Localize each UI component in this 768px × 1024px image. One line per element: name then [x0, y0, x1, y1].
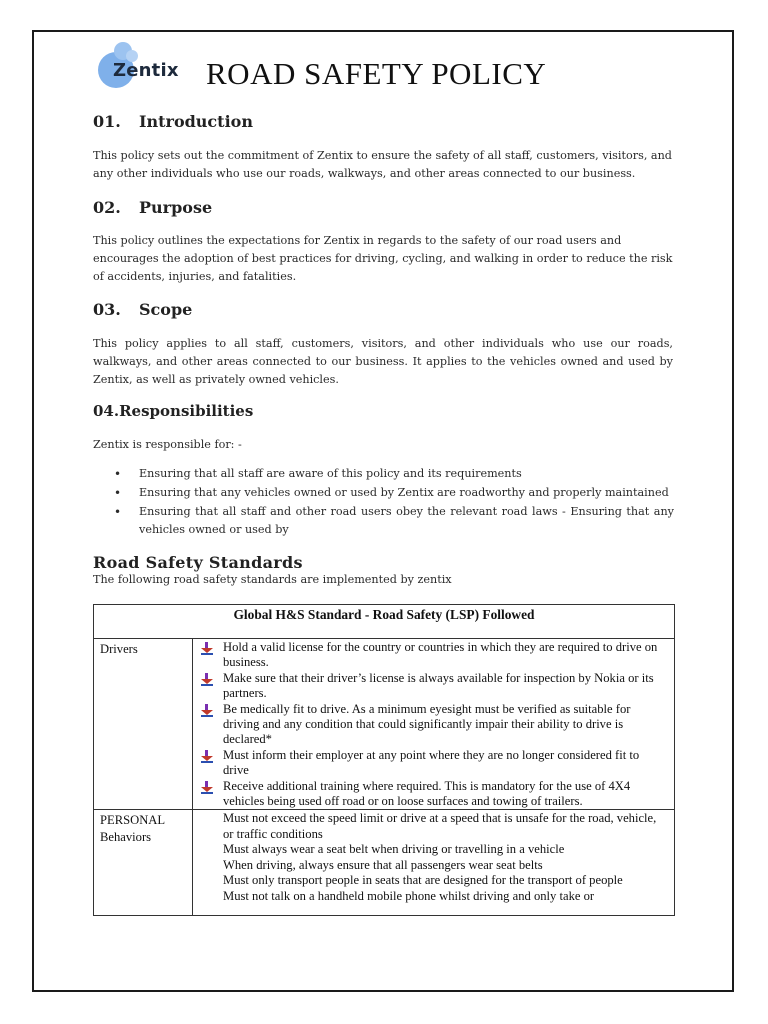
table-header-row — [94, 605, 675, 639]
logo-wordmark: Zentix — [113, 60, 179, 81]
document-title: ROAD SAFETY POLICY — [206, 56, 547, 91]
section-title: Introduction — [139, 112, 253, 131]
zentix-logo — [98, 42, 178, 92]
standard-item: Must not exceed the speed limit or drive at a speed that is unsafe for the road, vehicle, or traffic conditions — [223, 811, 668, 842]
standard-item: Must only transport people in seats that are designed for the transport of people — [223, 873, 668, 888]
section-title: Scope — [139, 300, 193, 319]
responsibilities-list — [112, 465, 674, 540]
standard-item: Must inform their employer at any point where they are no longer considered fit to drive — [223, 748, 668, 779]
section-body-introduction: This policy sets out the commitment of Zentix to ensure the safety of all staff, customers, visitors, and any other individuals who use our roads, walkways, and other areas connected to our business. — [93, 149, 672, 180]
row-content — [193, 810, 675, 916]
section-body-purpose: This policy outlines the expectations for Zentix in regards to the safety of our road users and encourages the adoption of best practices for driving, cycling, and walking in order to reduce the risk of accidents, injuries, and fatalities. — [93, 234, 673, 283]
list-item: • Ensuring that all staff and other road users obey the relevant road laws - Ensuring that any vehicles owned or used by — [112, 503, 674, 539]
standard-item: Be medically fit to drive. As a minimum eyesight must be verified as suitable for driving and any condition that could significantly impair their ability to drive is declared* — [223, 702, 668, 748]
section-heading-scope — [93, 300, 192, 319]
row-content — [193, 639, 675, 810]
section-heading-introduction — [93, 112, 253, 131]
standard-item: When driving, always ensure that all passengers wear seat belts — [223, 858, 668, 873]
section-body-scope: This policy applies to all staff, customers, visitors, and other individuals who use our roads, walkways, and other areas connected to our business. It applies to the vehicles owned and used by Zentix, as well as privately owned vehicles. — [93, 337, 673, 386]
section-number: 01. — [93, 112, 121, 131]
section-number: 02. — [93, 198, 121, 217]
arrow-down-icon — [201, 750, 213, 762]
standard-item: Must not talk on a handheld mobile phone whilst driving and only take or — [223, 889, 668, 904]
standard-item: Must always wear a seat belt when driving or travelling in a vehicle — [223, 842, 668, 857]
arrow-down-icon — [201, 642, 213, 654]
section-heading-purpose — [93, 198, 212, 217]
table-header: Global H&S Standard - Road Safety (LSP) Followed — [94, 605, 675, 639]
standards-subtitle: The following road safety standards are implemented by zentix — [93, 573, 452, 586]
standards-table — [93, 604, 675, 916]
list-item: • Ensuring that any vehicles owned or used by Zentix are roadworthy and properly maintained — [112, 484, 674, 502]
section-number: 03. — [93, 300, 121, 319]
standard-item: Make sure that their driver’s license is always available for inspection by Nokia or its partners. — [223, 671, 668, 702]
table-row — [94, 810, 675, 916]
standard-item: Receive additional training where required. This is mandatory for the use of 4X4 vehicles being used off road or on loose surfaces and towing of trailers. — [223, 779, 668, 810]
row-label: Drivers — [94, 639, 193, 810]
section-heading-responsibilities: 04.Responsibilities — [93, 402, 254, 420]
arrow-down-icon — [201, 673, 213, 685]
arrow-down-icon — [201, 704, 213, 716]
table-row — [94, 639, 675, 810]
row-label: PERSONAL Behaviors — [94, 810, 193, 916]
standard-item: Hold a valid license for the country or countries in which they are required to drive on business. — [223, 640, 668, 671]
section-title: Purpose — [139, 198, 213, 217]
standards-heading: Road Safety Standards — [93, 553, 303, 572]
responsibilities-intro: Zentix is responsible for: - — [93, 438, 242, 451]
arrow-down-icon — [201, 781, 213, 793]
list-item: • Ensuring that all staff are aware of this policy and its requirements — [112, 465, 674, 483]
